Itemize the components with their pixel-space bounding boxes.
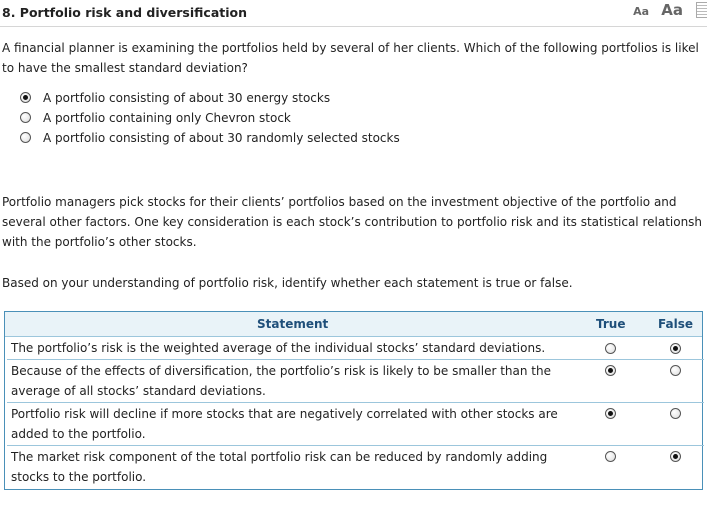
row-divider — [7, 359, 704, 360]
statement-2 — [11, 361, 570, 401]
true-radio[interactable] — [605, 365, 616, 376]
true-false-table — [4, 311, 703, 490]
question-text-line-2: to have the smallest standard deviation? — [2, 61, 248, 75]
question-header — [0, 0, 707, 26]
false-radio[interactable] — [670, 451, 681, 462]
table-header — [5, 312, 702, 337]
statement-4 — [11, 447, 570, 487]
increase-font-button[interactable]: Aa — [661, 1, 683, 19]
print-icon[interactable] — [696, 2, 707, 18]
intro-line-2: several other factors. One key consideration is each stock’s contribution to portfolio risk and its statistical relationsh — [2, 215, 703, 229]
false-radio[interactable] — [670, 343, 681, 354]
header-true: True — [596, 317, 626, 331]
statement-3 — [11, 404, 570, 444]
instruction-text: Based on your understanding of portfolio risk, identify whether each statement is true or false. — [2, 276, 573, 290]
statement-line: average of all stocks’ standard deviations. — [11, 384, 266, 398]
statement-1 — [11, 338, 570, 358]
question-title: 8. Portfolio risk and diversification — [2, 5, 248, 20]
question-text — [2, 38, 707, 78]
option-label[interactable]: A portfolio consisting of about 30 randomly selected stocks — [43, 131, 400, 145]
option-radio[interactable] — [20, 92, 31, 103]
intro-line-1: Portfolio managers pick stocks for their clients’ portfolios based on the investment objective of the portfolio and — [2, 195, 677, 209]
question-text-line-1: A financial planner is examining the portfolios held by several of her clients. Which of the following portfolios is likel — [2, 41, 699, 55]
true-radio[interactable] — [605, 343, 616, 354]
false-radio[interactable] — [670, 408, 681, 419]
true-radio[interactable] — [605, 451, 616, 462]
option-label[interactable]: A portfolio containing only Chevron stock — [43, 111, 291, 125]
statement-line: The market risk component of the total portfolio risk can be reduced by randomly adding — [11, 450, 548, 464]
option-radio[interactable] — [20, 112, 31, 123]
true-radio[interactable] — [605, 408, 616, 419]
statement-line: Because of the effects of diversification, the portfolio’s risk is likely to be smaller than the — [11, 364, 551, 378]
statement-line: added to the portfolio. — [11, 427, 146, 441]
intro-text — [2, 192, 707, 252]
header-false: False — [658, 317, 693, 331]
row-divider — [7, 402, 704, 403]
option-radio[interactable] — [20, 132, 31, 143]
row-divider — [7, 445, 704, 446]
statement-line: stocks to the portfolio. — [11, 470, 147, 484]
option-label[interactable]: A portfolio consisting of about 30 energy stocks — [43, 91, 331, 105]
statement-line: The portfolio’s risk is the weighted average of the individual stocks’ standard deviations. — [11, 341, 546, 355]
decrease-font-button[interactable]: Aa — [633, 5, 649, 18]
statement-line: Portfolio risk will decline if more stocks that are negatively correlated with other stocks are — [11, 407, 558, 421]
intro-line-3: with the portfolio’s other stocks. — [2, 235, 197, 249]
header-statement: Statement — [257, 317, 329, 331]
false-radio[interactable] — [670, 365, 681, 376]
header-divider — [0, 26, 707, 27]
